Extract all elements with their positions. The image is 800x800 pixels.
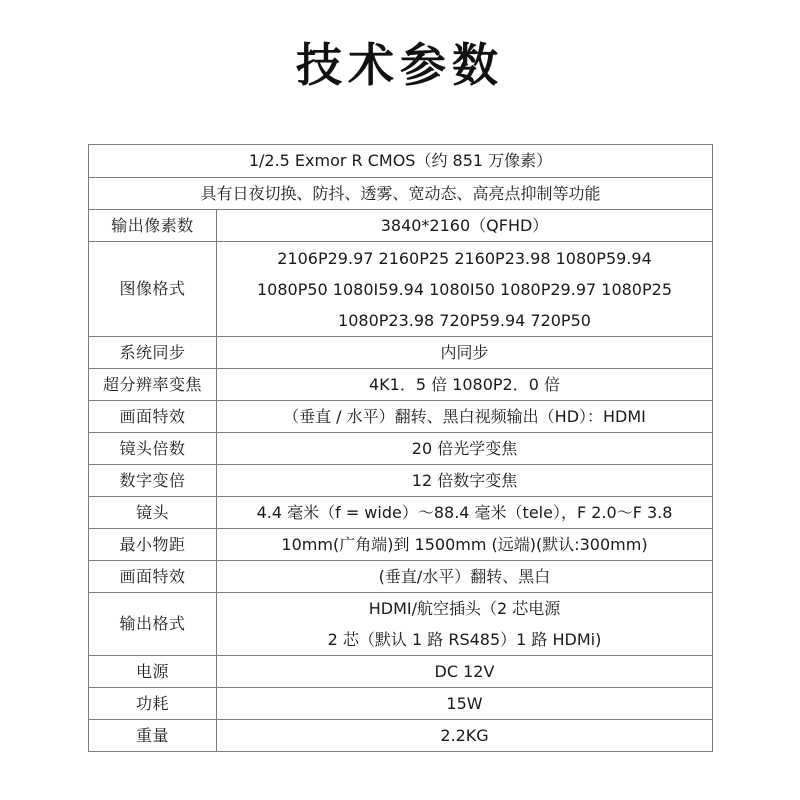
spec-label: 镜头倍数 [89, 433, 217, 465]
table-row [89, 529, 713, 561]
spec-label: 功耗 [89, 688, 217, 720]
spec-value: 20 倍光学变焦 [217, 433, 713, 465]
spec-label: 输出像素数 [89, 210, 217, 242]
spec-value-line: 1080P23.98 720P59.94 720P50 [338, 310, 591, 330]
spec-value: 12 倍数字变焦 [217, 465, 713, 497]
spec-label: 画面特效 [89, 561, 217, 593]
table-row [89, 656, 713, 688]
spec-value-line: HDMI/航空插头（2 芯电源 [368, 599, 561, 618]
table-row [89, 465, 713, 497]
table-row [89, 242, 713, 337]
table-row [89, 688, 713, 720]
spec-label: 图像格式 [89, 242, 217, 337]
spec-value-line: 1080P50 1080I59.94 1080I50 1080P29.97 1080P25 [256, 279, 672, 299]
spec-value: 3840*2160（QFHD） [217, 210, 713, 242]
spec-value: 2.2KG [217, 720, 713, 752]
spec-table-body [89, 145, 713, 752]
table-row [89, 145, 713, 178]
table-row [89, 337, 713, 369]
spec-value: (垂直/水平）翻转、黑白 [217, 561, 713, 593]
spec-label: 最小物距 [89, 529, 217, 561]
sensor-cell: 1/2.5 Exmor R CMOS（约 851 万像素） [89, 145, 713, 178]
spec-value [217, 593, 713, 656]
spec-label: 系统同步 [89, 337, 217, 369]
spec-value: 4.4 毫米（f = wide）～88.4 毫米（tele），F 2.0～F 3.8 [217, 497, 713, 529]
table-row [89, 210, 713, 242]
spec-value: （垂直 / 水平）翻转、黑白视频输出（HD）：HDMI [217, 401, 713, 433]
spec-value-line: 2106P29.97 2160P25 2160P23.98 1080P59.94 [277, 248, 652, 268]
page-title: 技术参数 [296, 38, 504, 92]
spec-label: 输出格式 [89, 593, 217, 656]
table-row [89, 561, 713, 593]
spec-value: 15W [217, 688, 713, 720]
table-row [89, 497, 713, 529]
spec-label: 画面特效 [89, 401, 217, 433]
spec-label: 电源 [89, 656, 217, 688]
table-row [89, 401, 713, 433]
spec-label: 数字变倍 [89, 465, 217, 497]
spec-value: 10mm(广角端)到 1500mm (远端)(默认:300mm) [217, 529, 713, 561]
table-row [89, 720, 713, 752]
spec-value [217, 242, 713, 337]
spec-label: 超分辨率变焦 [89, 369, 217, 401]
table-row [89, 433, 713, 465]
spec-value-line: 2 芯（默认 1 路 RS485）1 路 HDMi) [327, 630, 602, 649]
table-row [89, 369, 713, 401]
spec-table [88, 144, 713, 752]
spec-value: 内同步 [217, 337, 713, 369]
table-row [89, 593, 713, 656]
spec-label: 镜头 [89, 497, 217, 529]
spec-value: DC 12V [217, 656, 713, 688]
table-row [89, 178, 713, 210]
spec-value: 4K1．5 倍 1080P2．0 倍 [217, 369, 713, 401]
features-cell: 具有日夜切换、防抖、透雾、宽动态、高亮点抑制等功能 [89, 178, 713, 210]
spec-label: 重量 [89, 720, 217, 752]
